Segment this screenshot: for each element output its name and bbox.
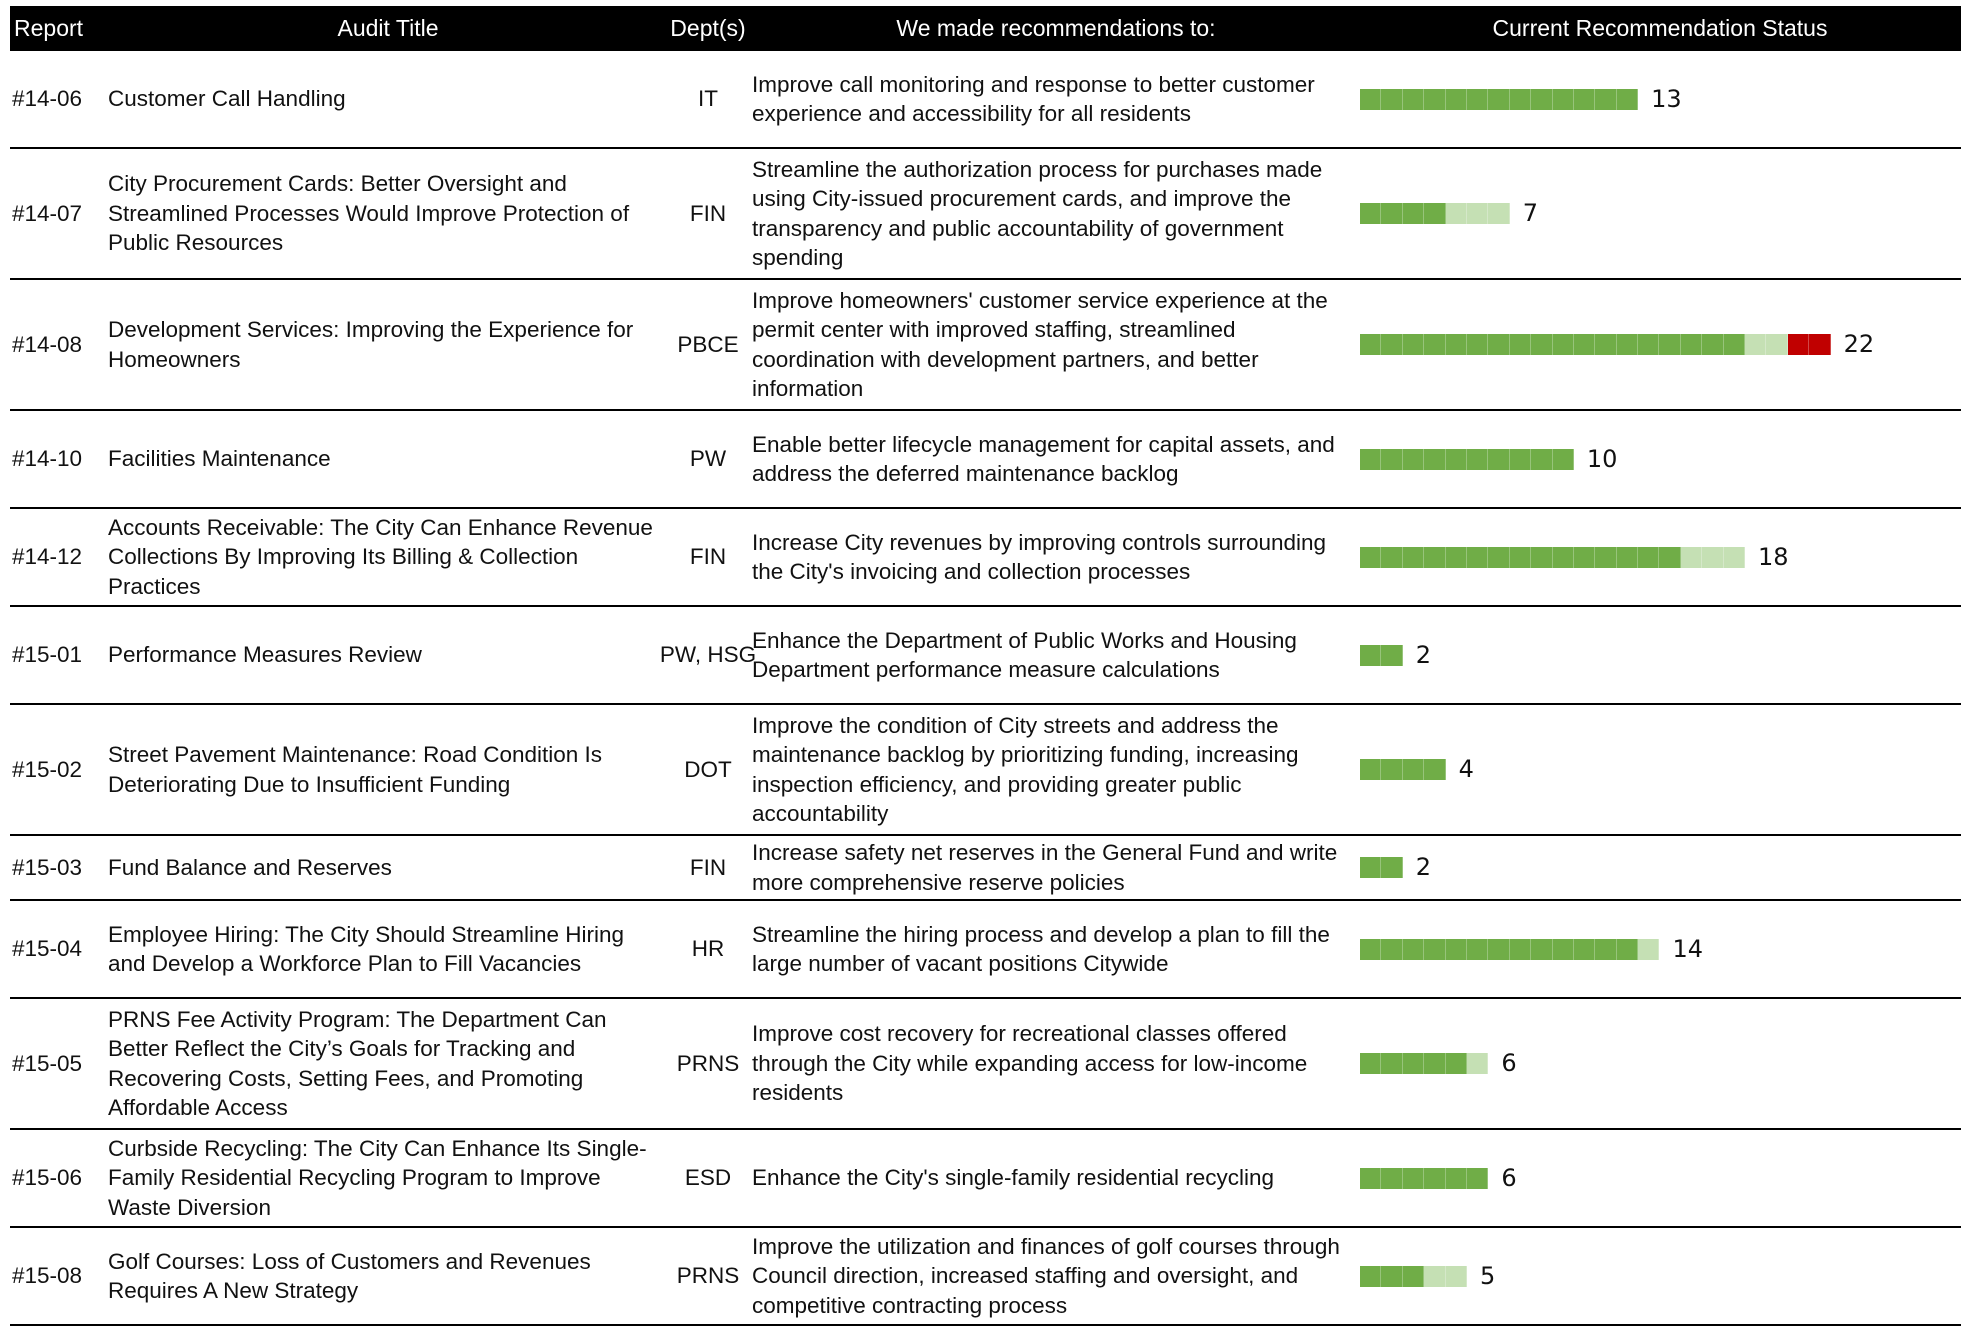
implemented-segment — [1360, 334, 1381, 355]
recommendation-text: Improve the condition of City streets and address the maintenance backlog by prioritizing funding, increasing inspection efficiency, and providing greater public accountability — [752, 712, 1299, 826]
header-depts: Dept(s) — [670, 15, 746, 41]
partly-implemented-segment — [1424, 1266, 1445, 1287]
status-cell — [1360, 607, 1960, 703]
department: PBCE — [677, 331, 739, 357]
implemented-segment — [1617, 939, 1638, 960]
implemented-segment — [1553, 89, 1574, 110]
implemented-segment — [1360, 1266, 1381, 1287]
status-cell — [1360, 51, 1960, 147]
report-number-cell — [12, 1228, 100, 1324]
implemented-segment — [1488, 547, 1509, 568]
recommendation-text-cell — [752, 280, 1357, 409]
implemented-segment — [1446, 1053, 1467, 1074]
recommendation-count-label: 7 — [1522, 199, 1539, 227]
status-bar — [1360, 547, 1745, 568]
implemented-segment — [1531, 89, 1552, 110]
implemented-segment — [1424, 449, 1445, 470]
recommendation-text: Increase City revenues by improving controls surrounding the City's invoicing and collection processes — [752, 529, 1327, 584]
implemented-segment — [1360, 857, 1381, 878]
implemented-segment — [1510, 939, 1531, 960]
department: DOT — [684, 756, 732, 782]
status-bar — [1360, 89, 1638, 110]
implemented-segment — [1403, 939, 1424, 960]
implemented-segment — [1381, 759, 1402, 780]
implemented-segment — [1574, 334, 1595, 355]
table-row — [10, 149, 1961, 280]
implemented-segment — [1360, 759, 1381, 780]
recommendation-text-cell — [752, 509, 1357, 605]
status-bar — [1360, 857, 1403, 878]
report-number: #15-01 — [12, 642, 83, 668]
recommendation-text: Enhance the Department of Public Works and Housing Department performance measure calculations — [752, 627, 1297, 682]
implemented-segment — [1510, 334, 1531, 355]
status-bar — [1360, 449, 1574, 470]
recommendation-text: Improve call monitoring and response to better customer experience and accessibility for all residents — [752, 71, 1315, 126]
recommendation-count-label: 2 — [1415, 853, 1432, 881]
department: ESD — [684, 1165, 732, 1191]
partly-implemented-segment — [1446, 203, 1467, 224]
status-cell — [1360, 705, 1960, 834]
report-number-cell — [12, 509, 100, 605]
audit-title: Employee Hiring: The City Should Streamline Hiring and Develop a Workforce Plan to Fill Vacancies — [108, 921, 625, 976]
table-row — [10, 509, 1961, 607]
implemented-segment — [1638, 334, 1659, 355]
status-bar — [1360, 334, 1831, 355]
report-number: #14-06 — [12, 86, 83, 112]
status-bar — [1360, 203, 1510, 224]
report-number: #15-04 — [12, 936, 83, 962]
implemented-segment — [1467, 1168, 1488, 1189]
recommendation-count-label: 6 — [1501, 1163, 1517, 1192]
implemented-segment — [1424, 939, 1445, 960]
partly-implemented-segment — [1681, 547, 1702, 568]
status-cell — [1360, 280, 1960, 409]
partly-implemented-segment — [1745, 334, 1766, 355]
recommendation-count-label: 14 — [1672, 934, 1704, 963]
recommendation-text: Improve homeowners' customer service experience at the permit center with improved staffing, streamlined coordination with development partners, and better information — [752, 287, 1328, 401]
audit-table — [10, 6, 1961, 1326]
not-implemented-segment — [1788, 334, 1809, 355]
recommendation-count-label: 5 — [1479, 1261, 1496, 1290]
department: PW, HSG — [659, 642, 757, 668]
implemented-segment — [1403, 759, 1424, 780]
implemented-segment — [1574, 939, 1595, 960]
recommendation-text: Improve cost recovery for recreational classes offered through the City while expanding access for low-income residents — [752, 1021, 1308, 1106]
report-number-cell — [12, 836, 100, 899]
implemented-segment — [1403, 1266, 1424, 1287]
partly-implemented-segment — [1702, 547, 1723, 568]
table-row — [10, 1130, 1961, 1228]
implemented-segment — [1360, 449, 1381, 470]
department-cell — [652, 280, 764, 409]
report-number: #15-06 — [12, 1165, 83, 1191]
audit-title-cell — [108, 705, 653, 834]
department-cell — [652, 836, 764, 899]
audit-title: Accounts Receivable: The City Can Enhance Revenue Collections By Improving Its Billing & Collection Practices — [108, 514, 653, 599]
table-row — [10, 607, 1961, 705]
implemented-segment — [1488, 449, 1509, 470]
implemented-segment — [1360, 547, 1381, 568]
implemented-segment — [1510, 547, 1531, 568]
status-bar — [1360, 1168, 1488, 1189]
department-cell — [652, 1130, 764, 1226]
implemented-segment — [1381, 857, 1402, 878]
recommendation-text-cell — [752, 607, 1357, 703]
recommendation-text: Streamline the hiring process and develop a plan to fill the large number of vacant positions Citywide — [752, 921, 1330, 976]
status-cell — [1360, 149, 1960, 278]
partly-implemented-segment — [1467, 1053, 1488, 1074]
implemented-segment — [1381, 1168, 1402, 1189]
implemented-segment — [1724, 334, 1745, 355]
recommendation-text-cell — [752, 1130, 1357, 1226]
table-row — [10, 836, 1961, 901]
department-cell — [652, 607, 764, 703]
implemented-segment — [1659, 334, 1680, 355]
report-number: #14-10 — [12, 446, 83, 472]
department-cell — [652, 1228, 764, 1324]
report-number: #15-05 — [12, 1050, 83, 1076]
implemented-segment — [1488, 939, 1509, 960]
audit-title: Golf Courses: Loss of Customers and Revenues Requires A New Strategy — [108, 1248, 591, 1303]
recommendation-text-cell — [752, 1228, 1357, 1324]
implemented-segment — [1360, 645, 1381, 666]
table-row — [10, 51, 1961, 149]
implemented-segment — [1381, 645, 1402, 666]
department: IT — [698, 86, 718, 112]
implemented-segment — [1403, 449, 1424, 470]
report-number: #14-07 — [12, 200, 83, 226]
report-number: #15-02 — [12, 756, 83, 782]
department-cell — [652, 411, 764, 507]
implemented-segment — [1574, 89, 1595, 110]
header-audit-title: Audit Title — [337, 15, 439, 41]
audit-title-cell — [108, 836, 653, 899]
audit-title: Facilities Maintenance — [108, 446, 331, 472]
report-number-cell — [12, 51, 100, 147]
implemented-segment — [1595, 547, 1616, 568]
implemented-segment — [1381, 939, 1402, 960]
report-number: #14-08 — [12, 331, 83, 357]
implemented-segment — [1360, 1053, 1381, 1074]
implemented-segment — [1531, 939, 1552, 960]
audit-title-cell — [108, 999, 653, 1128]
implemented-segment — [1659, 547, 1680, 568]
report-number-cell — [12, 901, 100, 997]
recommendation-text-cell — [752, 836, 1357, 899]
audit-title-cell — [108, 1228, 653, 1324]
recommendation-text-cell — [752, 999, 1357, 1128]
department: FIN — [689, 200, 727, 226]
report-number-cell — [12, 999, 100, 1128]
implemented-segment — [1531, 449, 1552, 470]
report-number: #15-03 — [12, 854, 83, 880]
audit-title: Fund Balance and Reserves — [108, 854, 392, 880]
audit-title: Street Pavement Maintenance: Road Condition Is Deteriorating Due to Insufficient Funding — [108, 742, 603, 797]
recommendation-text: Improve the utilization and finances of golf courses through Council direction, increased staffing and oversight, and competitive contracting process — [752, 1233, 1340, 1318]
implemented-segment — [1403, 547, 1424, 568]
implemented-segment — [1531, 334, 1552, 355]
status-bar — [1360, 759, 1446, 780]
implemented-segment — [1446, 449, 1467, 470]
table-row — [10, 411, 1961, 509]
implemented-segment — [1446, 547, 1467, 568]
status-bar — [1360, 1266, 1467, 1287]
implemented-segment — [1595, 939, 1616, 960]
implemented-segment — [1446, 1168, 1467, 1189]
header-report: Report — [14, 15, 84, 41]
recommendation-count-label: 18 — [1758, 542, 1789, 571]
implemented-segment — [1488, 89, 1509, 110]
department: PW — [689, 446, 727, 472]
status-cell — [1360, 901, 1960, 997]
recommendation-text: Enhance the City's single-family residential recycling — [752, 1165, 1275, 1191]
implemented-segment — [1381, 547, 1402, 568]
department: FIN — [689, 854, 727, 880]
report-number-cell — [12, 607, 100, 703]
department-cell — [652, 705, 764, 834]
partly-implemented-segment — [1638, 939, 1659, 960]
recommendation-text-cell — [752, 51, 1357, 147]
implemented-segment — [1617, 334, 1638, 355]
recommendation-count-label: 2 — [1415, 640, 1432, 669]
report-number-cell — [12, 280, 100, 409]
implemented-segment — [1681, 334, 1702, 355]
implemented-segment — [1595, 334, 1616, 355]
implemented-segment — [1617, 89, 1638, 110]
table-row — [10, 999, 1961, 1130]
department-cell — [652, 901, 764, 997]
recommendation-count-label: 6 — [1501, 1049, 1517, 1077]
audit-title: City Procurement Cards: Better Oversight and Streamlined Processes Would Improve Protection of Public Resources — [108, 171, 630, 256]
implemented-segment — [1403, 334, 1424, 355]
recommendation-text: Streamline the authorization process for purchases made using City-issued procurement cards, and improve the transparency and public accountability of government spending — [752, 156, 1323, 270]
partly-implemented-segment — [1446, 1266, 1467, 1287]
implemented-segment — [1424, 547, 1445, 568]
implemented-segment — [1553, 547, 1574, 568]
implemented-segment — [1595, 89, 1616, 110]
implemented-segment — [1446, 939, 1467, 960]
implemented-segment — [1381, 1053, 1402, 1074]
implemented-segment — [1531, 547, 1552, 568]
recommendation-count-label: 13 — [1651, 84, 1682, 113]
implemented-segment — [1403, 89, 1424, 110]
implemented-segment — [1467, 939, 1488, 960]
audit-title-cell — [108, 509, 653, 605]
status-bar — [1360, 1053, 1488, 1074]
recommendation-text: Enable better lifecycle management for capital assets, and address the deferred maintenance backlog — [752, 431, 1335, 486]
partly-implemented-segment — [1467, 203, 1488, 224]
implemented-segment — [1446, 89, 1467, 110]
table-body — [10, 51, 1961, 1326]
audit-title: Curbside Recycling: The City Can Enhance Its Single-Family Residential Recycling Program to Improve Waste Diversion — [108, 1135, 647, 1220]
audit-title-cell — [108, 411, 653, 507]
implemented-segment — [1424, 1053, 1445, 1074]
report-number: #14-12 — [12, 544, 83, 570]
recommendation-text-cell — [752, 705, 1357, 834]
implemented-segment — [1467, 334, 1488, 355]
department: FIN — [689, 544, 727, 570]
partly-implemented-segment — [1724, 547, 1745, 568]
recommendation-count-label: 22 — [1843, 330, 1875, 358]
department-cell — [652, 149, 764, 278]
report-number: #15-08 — [12, 1263, 83, 1289]
audit-title-cell — [108, 51, 653, 147]
status-bar — [1360, 645, 1403, 666]
table-row — [10, 280, 1961, 411]
implemented-segment — [1381, 203, 1402, 224]
implemented-segment — [1403, 1168, 1424, 1189]
audit-title-cell — [108, 149, 653, 278]
status-cell — [1360, 411, 1960, 507]
header-status: Current Recommendation Status — [1492, 15, 1828, 41]
implemented-segment — [1467, 547, 1488, 568]
header-recommendations: We made recommendations to: — [896, 15, 1216, 41]
audit-title-cell — [108, 280, 653, 409]
department: PRNS — [676, 1263, 740, 1289]
implemented-segment — [1553, 939, 1574, 960]
recommendation-text-cell — [752, 411, 1357, 507]
status-cell — [1360, 999, 1960, 1128]
recommendation-count-label: 10 — [1586, 444, 1618, 473]
implemented-segment — [1467, 89, 1488, 110]
status-cell — [1360, 1130, 1960, 1226]
implemented-segment — [1360, 1168, 1381, 1189]
table-row — [10, 1228, 1961, 1326]
report-number-cell — [12, 411, 100, 507]
implemented-segment — [1446, 334, 1467, 355]
status-bar — [1360, 939, 1659, 960]
table-row — [10, 705, 1961, 836]
report-number-cell — [12, 149, 100, 278]
recommendation-text-cell — [752, 149, 1357, 278]
status-cell — [1360, 509, 1960, 605]
department-cell — [652, 51, 764, 147]
department: PRNS — [676, 1050, 740, 1076]
department-cell — [652, 509, 764, 605]
implemented-segment — [1381, 1266, 1402, 1287]
table-row — [10, 901, 1961, 999]
implemented-segment — [1381, 334, 1402, 355]
audit-title-cell — [108, 901, 653, 997]
implemented-segment — [1617, 547, 1638, 568]
audit-title: Performance Measures Review — [108, 642, 422, 668]
not-implemented-segment — [1809, 334, 1830, 355]
report-number-cell — [12, 705, 100, 834]
implemented-segment — [1424, 334, 1445, 355]
recommendation-text: Increase safety net reserves in the General Fund and write more comprehensive reserve policies — [752, 840, 1338, 895]
implemented-segment — [1403, 203, 1424, 224]
implemented-segment — [1360, 939, 1381, 960]
recommendation-text-cell — [752, 901, 1357, 997]
audit-title-cell — [108, 1130, 653, 1226]
department-cell — [652, 999, 764, 1128]
implemented-segment — [1638, 547, 1659, 568]
audit-title-cell — [108, 607, 653, 703]
implemented-segment — [1424, 759, 1445, 780]
recommendation-count-label: 4 — [1458, 755, 1474, 783]
implemented-segment — [1510, 89, 1531, 110]
report-number-cell — [12, 1130, 100, 1226]
implemented-segment — [1424, 89, 1445, 110]
implemented-segment — [1403, 1053, 1424, 1074]
implemented-segment — [1424, 1168, 1445, 1189]
partly-implemented-segment — [1766, 334, 1787, 355]
partly-implemented-segment — [1488, 203, 1509, 224]
audit-title: Customer Call Handling — [108, 86, 346, 112]
status-cell — [1360, 836, 1960, 899]
department: HR — [691, 936, 725, 962]
implemented-segment — [1381, 89, 1402, 110]
audit-title: Development Services: Improving the Experience for Homeowners — [108, 317, 634, 372]
implemented-segment — [1360, 203, 1381, 224]
implemented-segment — [1702, 334, 1723, 355]
implemented-segment — [1553, 334, 1574, 355]
table-header — [10, 6, 1961, 51]
implemented-segment — [1553, 449, 1574, 470]
audit-title: PRNS Fee Activity Program: The Department Can Better Reflect the City’s Goals for Tracking and Recovering Costs, Setting Fees, and Promoting Affordable Access — [108, 1006, 607, 1120]
implemented-segment — [1510, 449, 1531, 470]
status-cell — [1360, 1228, 1960, 1324]
implemented-segment — [1488, 334, 1509, 355]
implemented-segment — [1574, 547, 1595, 568]
implemented-segment — [1467, 449, 1488, 470]
implemented-segment — [1360, 89, 1381, 110]
implemented-segment — [1381, 449, 1402, 470]
implemented-segment — [1424, 203, 1445, 224]
